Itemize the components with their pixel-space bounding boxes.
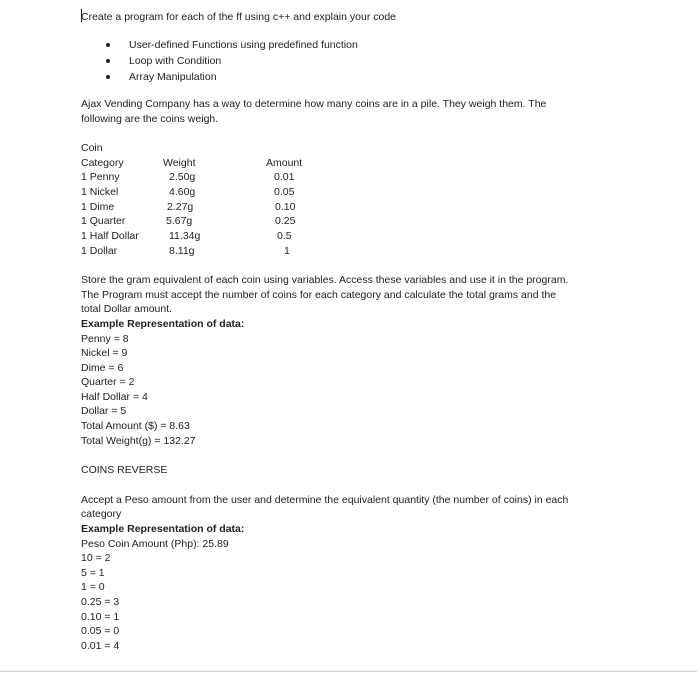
row-amount: 0.01 <box>274 171 295 183</box>
row-amount: 0.10 <box>275 201 296 213</box>
header-category: Category <box>81 157 124 169</box>
example-line: Peso Coin Amount (Php): 25.89 <box>81 538 229 550</box>
bullet-icon <box>106 75 110 79</box>
example-line: Total Weight(g) = 132.27 <box>81 435 196 447</box>
example-line: Dime = 6 <box>81 362 124 374</box>
example-heading: Example Representation of data: <box>81 523 245 535</box>
bullet-icon <box>106 43 110 47</box>
section-description-line: category <box>81 508 122 520</box>
row-category: 1 Quarter <box>81 215 126 227</box>
example-line: 0.05 = 0 <box>81 625 120 637</box>
row-category: 1 Penny <box>81 171 120 183</box>
example-heading: Example Representation of data: <box>81 318 245 330</box>
section-title: COINS REVERSE <box>81 464 168 476</box>
row-category: 1 Nickel <box>81 186 119 198</box>
row-category: 1 Dollar <box>81 245 118 257</box>
example-line: Nickel = 9 <box>81 347 128 359</box>
intro-paragraph-line: following are the coins weigh. <box>81 113 219 125</box>
example-line: Penny = 8 <box>81 333 129 345</box>
coin-label: Coin <box>81 142 103 154</box>
example-line: 1 = 0 <box>81 581 105 593</box>
row-amount: 1 <box>284 245 290 257</box>
example-line: Dollar = 5 <box>81 405 127 417</box>
header-weight: Weight <box>163 157 196 169</box>
row-weight: 5.67g <box>166 215 193 227</box>
row-amount: 0.25 <box>275 215 296 227</box>
row-weight: 4.60g <box>169 186 196 198</box>
example-line: 10 = 2 <box>81 552 111 564</box>
row-amount: 0.05 <box>274 186 295 198</box>
row-weight: 11.34g <box>169 230 201 242</box>
example-line: Half Dollar = 4 <box>81 391 148 403</box>
section-description-line: Accept a Peso amount from the user and determine the equivalent quantity (the number of coins) in each <box>81 494 569 506</box>
instructions-line: total Dollar amount. <box>81 303 173 315</box>
bullet-item: Array Manipulation <box>129 71 217 83</box>
header-amount: Amount <box>266 157 303 169</box>
example-line: 0.25 = 3 <box>81 596 120 608</box>
bullet-item: Loop with Condition <box>129 55 222 67</box>
row-weight: 8.11g <box>169 245 195 257</box>
example-line: 0.01 = 4 <box>81 640 120 652</box>
example-line: Total Amount ($) = 8.63 <box>81 420 190 432</box>
example-line: Quarter = 2 <box>81 376 135 388</box>
page-bottom-divider <box>0 671 697 672</box>
instructions-line: The Program must accept the number of coins for each category and calculate the total grams and the <box>81 289 557 301</box>
row-category: 1 Half Dollar <box>81 230 139 242</box>
example-line: 5 = 1 <box>81 567 105 579</box>
row-amount: 0.5 <box>277 230 292 242</box>
bullet-item: User-defined Functions using predefined function <box>129 39 358 51</box>
instructions-line: Store the gram equivalent of each coin using variables. Access these variables and use it in the program. <box>81 274 569 286</box>
bullet-icon <box>106 59 110 63</box>
row-category: 1 Dime <box>81 201 115 213</box>
example-line: 0.10 = 1 <box>81 611 120 623</box>
row-weight: 2.50g <box>169 171 196 183</box>
row-weight: 2.27g <box>167 201 194 213</box>
intro-paragraph-line: Ajax Vending Company has a way to determine how many coins are in a pile. They weigh them. The <box>81 98 547 110</box>
document-title: Create a program for each of the ff using c++ and explain your code <box>81 11 396 23</box>
